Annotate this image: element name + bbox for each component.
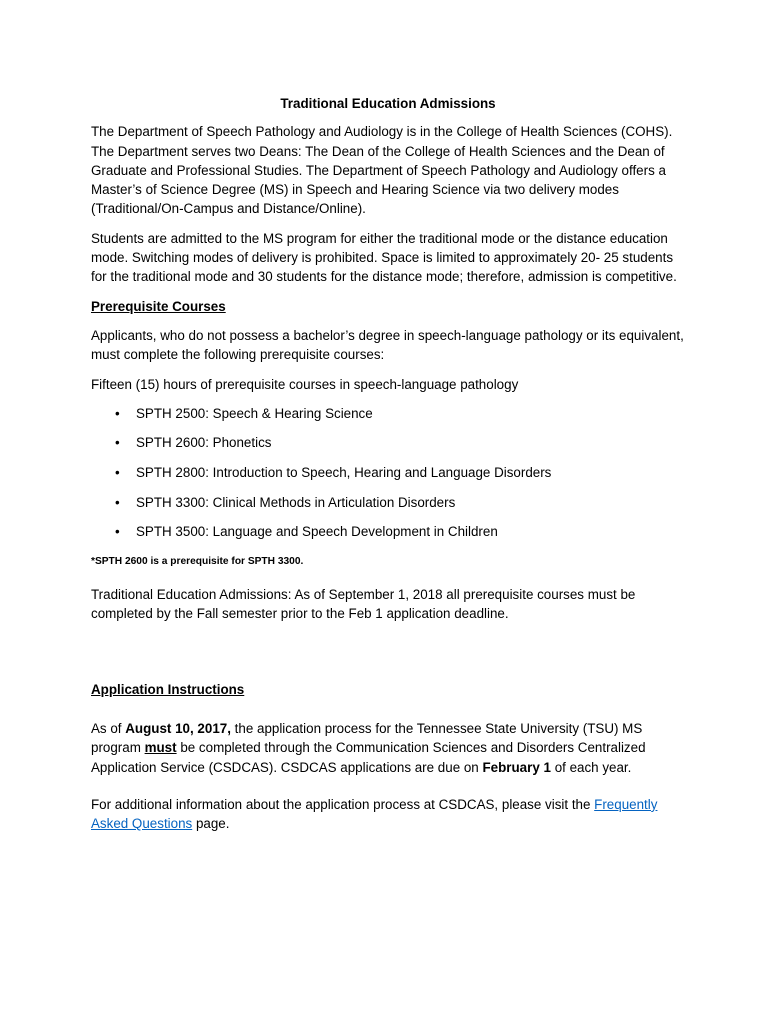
application-heading: Application Instructions bbox=[91, 681, 245, 697]
text-run: the application process for the Tennessee State University (TSU) MS program bbox=[91, 721, 643, 756]
text-run: page. bbox=[192, 816, 230, 832]
bullet-icon: • bbox=[115, 435, 120, 451]
intro-paragraph-2: Students are admitted to the MS program for either the traditional mode or the distance education mode. Switching modes of delivery is prohibited. Space is limited to approximately 20- 25 students for the traditional mode and 30 students for the distance mode; therefore, admission is competitive. bbox=[91, 230, 677, 285]
text-run: be completed through the Communication Sciences and Disorders Centralized Application Service (CSDCAS). CSDCAS applications are due on bbox=[91, 740, 646, 775]
text-run: of each year. bbox=[550, 759, 632, 775]
prerequisite-heading: Prerequisite Courses bbox=[91, 298, 226, 314]
bullet-icon: • bbox=[115, 494, 120, 510]
spacer bbox=[91, 634, 685, 680]
prerequisite-note: *SPTH 2600 is a prerequisite for SPTH 3300. bbox=[91, 555, 304, 567]
course-item bbox=[91, 433, 685, 452]
course-label: SPTH 2500: Speech & Hearing Science bbox=[136, 405, 373, 421]
prerequisite-paragraph-2: Fifteen (15) hours of prerequisite courses in speech-language pathology bbox=[91, 376, 519, 392]
course-label: SPTH 3300: Clinical Methods in Articulation Disorders bbox=[136, 494, 456, 510]
bullet-icon: • bbox=[115, 405, 120, 421]
application-paragraph-2 bbox=[91, 795, 685, 834]
faq-link[interactable]: Frequently Asked Questions bbox=[91, 796, 658, 832]
text-run: For additional information about the application process at CSDCAS, please visit the bbox=[91, 796, 595, 812]
application-paragraph-1 bbox=[91, 719, 685, 777]
prerequisite-paragraph-1: Applicants, who do not possess a bachelor’s degree in speech-language pathology or its equivalent, must complete the following prerequisite courses: bbox=[91, 327, 684, 363]
date-emphasis: August 10, 2017, bbox=[125, 721, 231, 737]
course-item bbox=[91, 404, 685, 423]
course-item bbox=[91, 522, 685, 541]
document-page bbox=[91, 94, 685, 844]
must-emphasis: must bbox=[144, 740, 177, 756]
bullet-icon: • bbox=[115, 465, 120, 481]
intro-paragraph-1: The Department of Speech Pathology and Audiology is in the College of Health Sciences (COHS). The Department serves two Deans: The Dean of the College of Health Sciences and the Dean of Graduate and Professional Studies. The Department of Speech Pathology and Audiology offers a Master’s of Science Degree (MS) in Speech and Hearing Science via two delivery modes (Traditional/On-Campus and Distance/Online). bbox=[91, 124, 673, 217]
course-label: SPTH 3500: Language and Speech Development in Children bbox=[136, 524, 498, 540]
text-run: As of bbox=[91, 721, 126, 737]
course-label: SPTH 2600: Phonetics bbox=[136, 435, 272, 451]
page-title: Traditional Education Admissions bbox=[280, 96, 496, 111]
course-item bbox=[91, 463, 685, 482]
course-list bbox=[91, 404, 685, 542]
deadline-paragraph: Traditional Education Admissions: As of September 1, 2018 all prerequisite courses must be completed by the Fall semester prior to the Feb 1 application deadline. bbox=[91, 587, 636, 622]
bullet-icon: • bbox=[115, 524, 120, 540]
course-label: SPTH 2800: Introduction to Speech, Hearing and Language Disorders bbox=[136, 465, 552, 481]
course-item bbox=[91, 493, 685, 512]
due-date-emphasis: February 1 bbox=[482, 759, 551, 775]
